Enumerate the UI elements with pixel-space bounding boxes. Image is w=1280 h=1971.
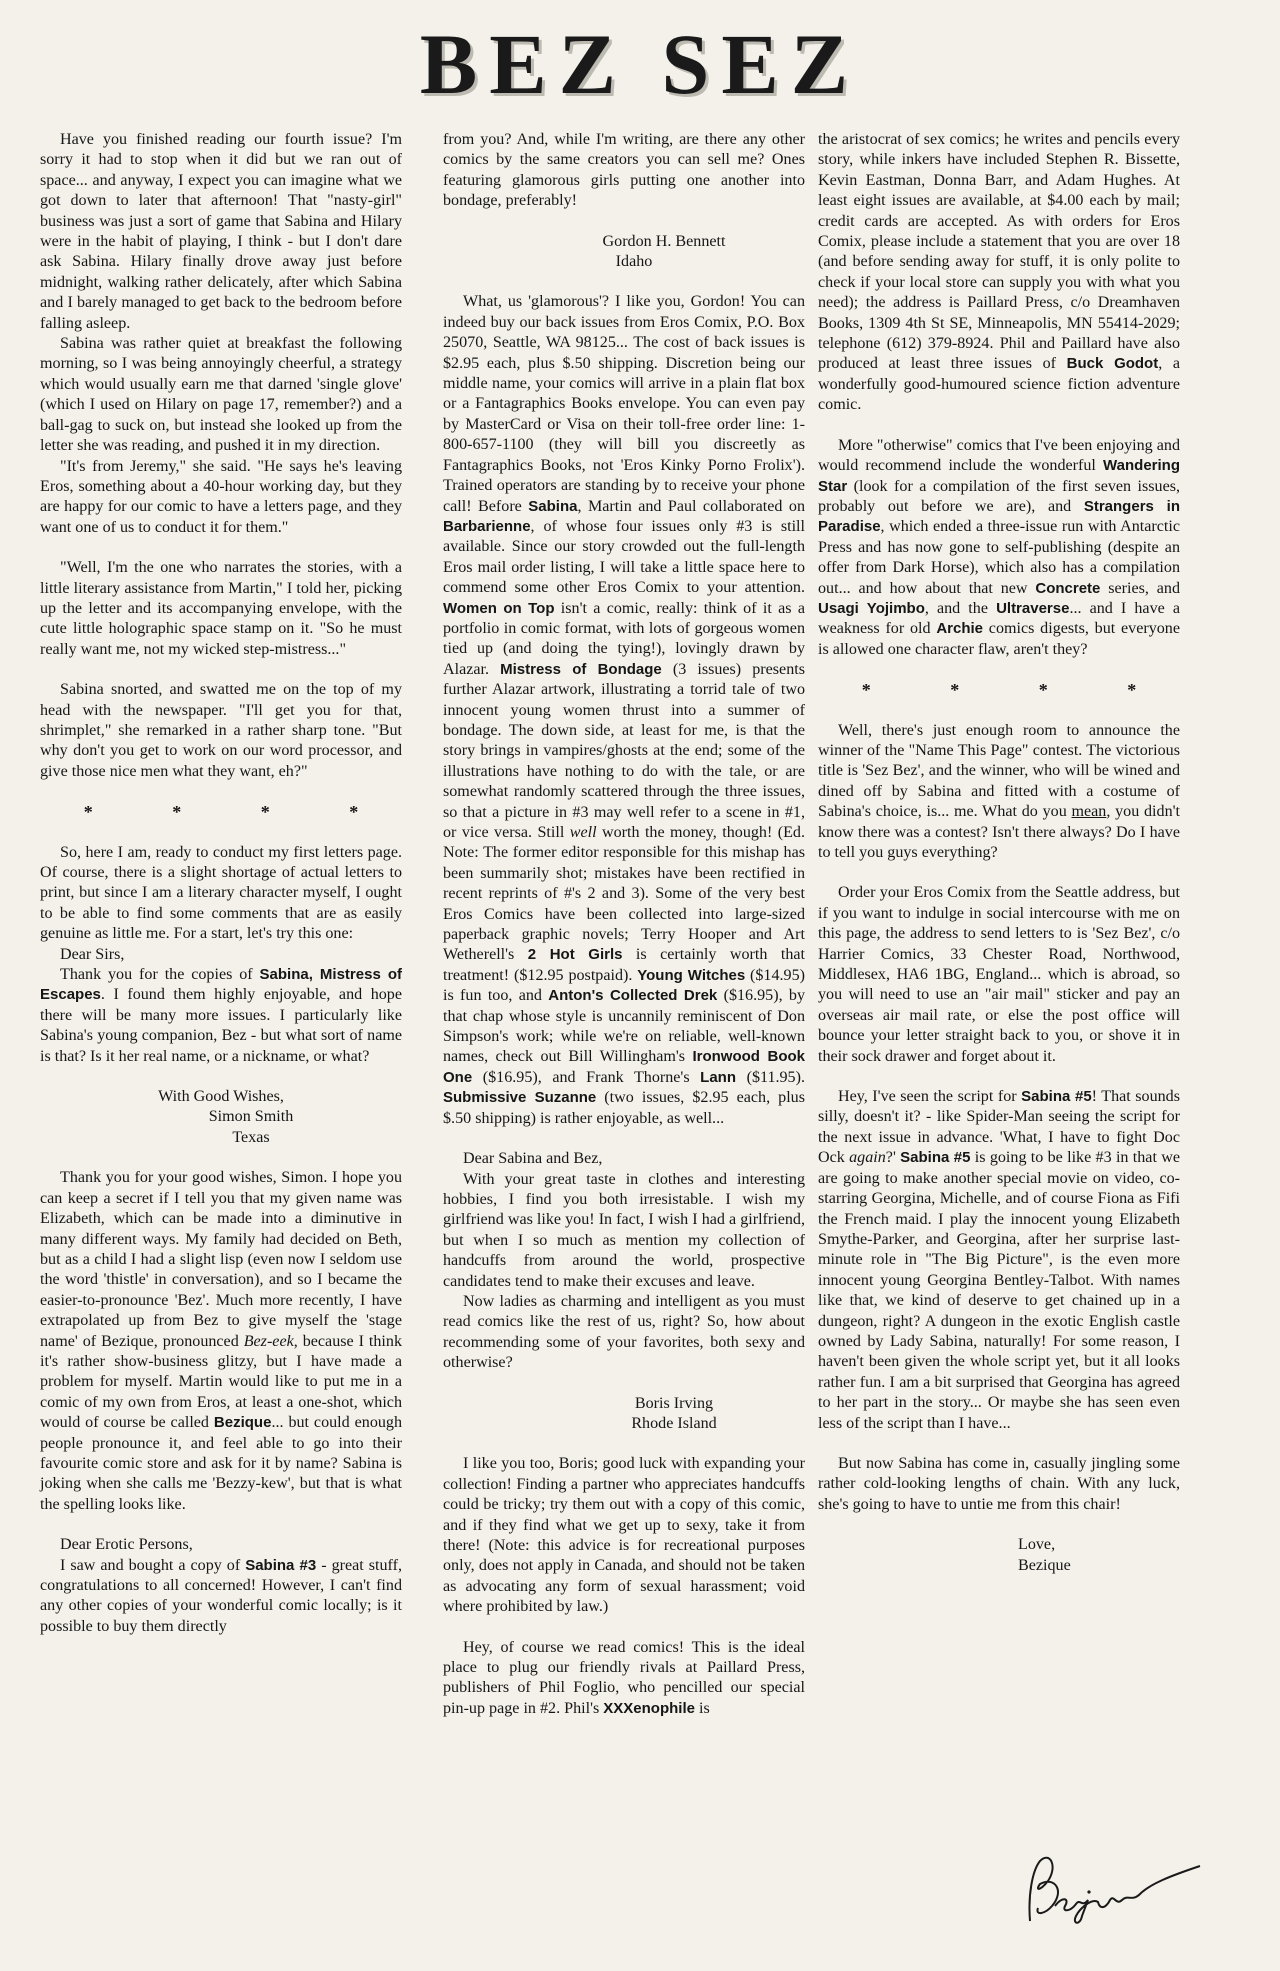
column-3	[818, 130, 1180, 1576]
paragraph: "It's from Jeremy," she said. "He says he's leaving Eros, something about a 40-hour working day, but they are happy for our comic to have a letters page, and they want one of us to conduct it for them."	[40, 457, 402, 536]
section-divider: * * * *	[861, 680, 1137, 701]
section-divider: * * * *	[83, 802, 359, 823]
letter-signature-name: Gordon H. Bennett	[602, 232, 726, 250]
letter-salutation: Dear Sirs,	[60, 945, 125, 963]
column-1	[40, 130, 402, 1637]
paragraph: I like you too, Boris; good luck with expanding your collection! Finding a partner who appreciates handcuffs could be tricky; try them out with a copy of this comic, and if they find what we get up to sexy, take it from there! (Note: this advice is for recreational purposes only, does not apply in Canada, and should not be taken as advocating any form of sexual harassment; void where prohibited by law.)	[443, 1455, 805, 1616]
letter-body: I saw and bought a copy of Sabina #3 - great stuff, congratulations to all concerned! However, I can't find any other copies of your wonderful comic locally; is it possible to buy them directly	[40, 1556, 403, 1635]
letter-body: from you? And, while I'm writing, are there any other comics by the same creators you can sell me? Ones featuring glamorous girls putting one another into bondage, preferably!	[443, 131, 805, 210]
letter-signature-place: Texas	[232, 1128, 270, 1146]
letter-body: With your great taste in clothes and interesting hobbies, I find you both irresistable. I wish my girlfriend was like you! In fact, I wish I had a girlfriend, but when I so much as mention my collection of handcuffs from around the world, prospective candidates tend to make their excuses and leave.	[443, 1170, 805, 1290]
letter-salutation: Dear Sabina and Bez,	[463, 1150, 603, 1168]
closing-love: Love,	[1018, 1536, 1056, 1554]
paragraph: More "otherwise" comics that I've been enjoying and would recommend include the wonderful Wandering Star (look for a compilation of the first seven issues, probably out before we are), and Strangers in Paradise, which ended a three-issue run with Antarctic Press and has now gone to self-publishing (despite an offer from Dark Horse), which also has a compilation out... and how about that new Concrete series, and Usagi Yojimbo, and the Ultraverse... and I have a weakness for old Archie comics digests, but everyone is allowed one character flaw, aren't they?	[818, 436, 1181, 658]
letter-signature-name: Boris Irving	[634, 1394, 714, 1412]
letter-signature-place: Idaho	[615, 253, 653, 271]
paragraph: Have you finished reading our fourth issue? I'm sorry it had to stop when it did but we ran out of space... and anyway, I expect you can imagine what we got down to later that afternoon! That "nasty-girl" business was just a sort of game that Sabina and Hilary were in the habit of playing, I think - but I don't dare ask Sabina. Hilary finally drove away just before midnight, walking rather delicately, after which Sabina and I barely managed to get back to the bedroom before falling asleep.	[40, 131, 402, 332]
paragraph: Hey, of course we read comics! This is the ideal place to plug our friendly rivals at Paillard Press, publishers of Phil Foglio, who pencilled our special pin-up page in #2. Phil's XXXenophile is	[443, 1638, 805, 1717]
column-2	[443, 130, 805, 1719]
paragraph: the aristocrat of sex comics; he writes and pencils every story, while inkers have included Stephen R. Bissette, Kevin Eastman, Donna Barr, and Adam Hughes. At least eight issues are available, at $4.00 each by mail; credit cards are accepted. As with orders for Eros Comix, please include a statement that you are over 18 (and before sending away for stuff, it is only polite to check if your local store can supply you with what you need); the address is Paillard Press, c/o Dreamhaven Books, 1309 4th St SE, Minneapolis, MN 55414-2029; telephone (612) 379-8924. Phil and Paillard have also produced at least three issues of Buck Godot, a wonderfully good-humoured science fiction adventure comic.	[818, 131, 1180, 414]
paragraph: So, here I am, ready to conduct my first letters page. Of course, there is a slight shortage of actual letters to print, but since I am a literary character myself, I ought to be able to find some comments that are as easily genuine as little me. For a start, let's try this one:	[40, 843, 402, 943]
paragraph: "Well, I'm the one who narrates the stories, with a little literary assistance from Martin," I told her, picking up the letter and its accompanying envelope, with the cute little holographic space stamp on it. "So he must really want me, not my wicked step-mistress..."	[40, 559, 402, 658]
paragraph: Thank you for your good wishes, Simon. I hope you can keep a secret if I tell you that my given name was Elizabeth, which can be made into a diminutive in many different ways. My family had decided on Beth, but as a child I had a slight lisp (even now I seldom use the word 'thistle' in conversation), and so I became the easier-to-pronounce 'Bez'. Much more recently, I have extrapolated up from Bez to give myself the 'stage name' of Bezique, pronounced Bez-eek, because I think it's rather show-business glitzy, but I have made a problem for myself. Martin would like to put me in a comic of my own from Eros, at least a one-shot, which would of course be called Bezique... but could enough people pronounce it, and feel able to go into their favourite comic store and ask for it by name? Sabina is joking when she calls me 'Bezzy-kew', but that is what the spelling looks like.	[40, 1169, 403, 1513]
letter-signature-place: Rhode Island	[631, 1414, 717, 1432]
page-title: BEZ SEZ	[419, 16, 861, 112]
letter-body: Thank you for the copies of Sabina, Mistress of Escapes. I found them highly enjoyable, and hope there will be many more issues. I particularly like Sabina's young companion, Bez - but what sort of name is that? Is it her real name, or a nickname, or what?	[40, 966, 402, 1065]
letter-signature-name: Simon Smith	[208, 1108, 294, 1126]
paragraph: But now Sabina has come in, casually jingling some rather cold-looking lengths of chain. With any luck, she's going to have to untie me from this chair!	[818, 1454, 1180, 1513]
letter-closing: With Good Wishes,	[158, 1088, 284, 1106]
paragraph: Sabina snorted, and swatted me on the top of my head with the newspaper. "I'll get you for that, shrimplet," she remarked in a rather sharp tone. "But why don't you get to work on our word processor, and give those nice men what they want, eh?"	[40, 681, 402, 780]
paragraph: Well, there's just enough room to announce the winner of the "Name This Page" contest. The victorious title is 'Sez Bez', and the winner, who will be wined and dined off by Sabina and fitted with a costume of Sabina's choice, is... me. What do you mean, you didn't know there was a contest? Isn't there always? Do I have to tell you guys everything?	[818, 721, 1180, 861]
letter-salutation: Dear Erotic Persons,	[60, 1536, 193, 1554]
letter-body: Now ladies as charming and intelligent as you must read comics like the rest of us, right? So, how about recommending some of your favorites, both sexy and otherwise?	[443, 1292, 805, 1372]
paragraph: Order your Eros Comix from the Seattle address, but if you want to indulge in social intercourse with me on this page, the address to send letters to is 'Sez Bez', c/o Harrier Comics, 33 Chester Road, Northwood, Middlesex, HA6 1BG, England... which is abroad, so you will need to use an "air mail" sticker and pay an overseas air mail rate, or else the post office will bounce your letter straight back to you, or shove it in their sock drawer and forget about it.	[818, 884, 1180, 1065]
paragraph: Sabina was rather quiet at breakfast the following morning, so I was being annoyingly cheerful, a strategy which would usually earn me that darned 'single glove' (which I used on Hilary on page 17, remember?) and a ball-gag to suck on, but instead she looked up from the letter she was reading, and pushed it in my direction.	[40, 335, 402, 455]
handwritten-signature	[1010, 1836, 1210, 1936]
paragraph: What, us 'glamorous'? I like you, Gordon! You can indeed buy our back issues from Eros Comix, P.O. Box 25070, Seattle, WA 98125... The cost of back issues is $2.95 each, plus $.50 shipping. Discretion being our middle name, your comics will arrive in a plain flat box or a Fantagraphics Books envelope. You can even pay by MasterCard or Visa on their toll-free order line: 1-800-657-1100 (they will bill you discreetly as Fantagraphics Books, not 'Eros Kinky Porno Frolix'). Trained operators are standing by to receive your phone call! Before Sabina, Martin and Paul collaborated on Barbarienne, of whose four issues only #3 is still available. Since our story crowded out the full-length Eros mail order listing, I will take a little space here to commend some other Eros Comix to your attention. Women on Top isn't a comic, really: think of it as a portfolio in comic format, with lots of gorgeous women tied up (and doing the tying!), lovingly drawn by Alazar. Mistress of Bondage (3 issues) presents further Alazar artwork, illustrating a torrid tale of two innocent young women thrust into a summer of bondage. The down side, at least for me, is that the story brings in vampires/ghosts at the end; some of the illustrations have nothing to do with the tale, or are somewhat randomly scattered through the three issues, so that a picture in #3 may well refer to a scene in #1, or vice versa. Still well worth the money, though! (Ed. Note: The former editor responsible for this mishap has been summarily shot; mistakes have been rectified in recent reprints of #'s 2 and 3). Some of the very best Eros Comics have been collected into large-sized paperback graphic novels; Terry Hooper and Art Wetherell's 2 Hot Girls is certainly worth that treatment! ($12.95 postpaid). Young Witches ($14.95) is fun too, and Anton's Collected Drek ($16.95), by that chap whose style is uncannily reminiscent of Don Simpson's work; while we're on reliable, well-known names, check out Bill Willingham's Ironwood Book One ($16.95), and Frank Thorne's Lann ($11.95). Submissive Suzanne (two issues, $2.95 each, plus $.50 shipping) is rather enjoyable, as well...	[443, 293, 806, 1127]
closing-name: Bezique	[1018, 1556, 1071, 1574]
paragraph: Hey, I've seen the script for Sabina #5! That sounds silly, doesn't it? - like Spider-Man seeing the script for the next issue in advance. 'What, I have to fight Doc Ock again?' Sabina #5 is going to be like #3 in that we are going to make another special movie on video, co-starring Georgina, Michelle, and of course Fiona as Fifi the French maid. I play the innocent young Elizabeth Smythe-Parker, and Georgina, after her surprise last-minute role in "The Big Picture", is the even more innocent young Georgina Bentley-Talbot. With names like that, we kind of deserve to get chained up in a dungeon, right? A dungeon in the exotic English castle owned by Lady Sabina, naturally! For some reason, I haven't been given the whole script yet, but it all looks rather fun. I am a bit surprised that Georgina has agreed to her part in the story... Or maybe she has seen even less of the script than I have...	[818, 1088, 1180, 1432]
